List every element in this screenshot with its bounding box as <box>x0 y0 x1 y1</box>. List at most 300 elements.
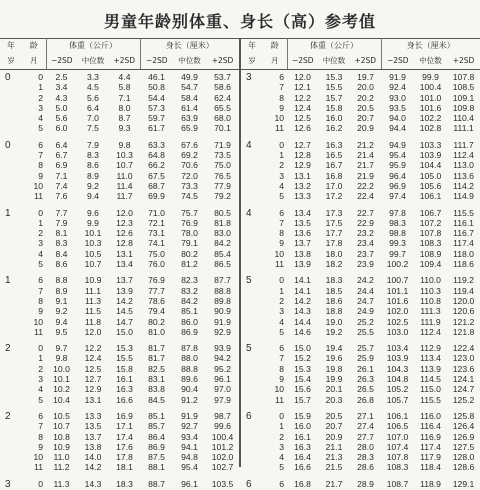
height-plus2sd-cell: 111.7 <box>453 139 474 150</box>
weight-median-cell: 8.6 <box>87 160 99 171</box>
weight-plus2sd-cell: 13.1 <box>116 248 133 259</box>
month-cell: 6 <box>279 343 284 354</box>
height-minus2sd-cell: 54.4 <box>148 92 165 103</box>
weight-median-cell: 13.5 <box>84 421 102 432</box>
weight-minus2sd-cell: 3.4 <box>55 82 68 93</box>
month-cell: 10 <box>274 248 284 259</box>
height-minus2sd-cell: 88.7 <box>148 479 165 490</box>
height-minus2sd-cell: 83.1 <box>148 374 165 385</box>
weight-median-cell: 16.5 <box>325 150 343 161</box>
height-minus2sd-cell: 81.0 <box>148 326 165 337</box>
table-row <box>0 150 239 160</box>
month-cell: 2 <box>279 295 284 306</box>
height-minus2sd-cell: 105.7 <box>386 394 409 405</box>
height-median-cell: 102.2 <box>419 113 442 124</box>
height-plus2sd-cell: 114.2 <box>453 180 474 191</box>
table-row <box>241 218 480 228</box>
weight-median-cell: 13.7 <box>84 431 102 442</box>
height-median-cell: 73.3 <box>181 180 198 191</box>
weight-minus2sd-cell: 15.6 <box>294 384 311 395</box>
table-row <box>0 286 239 296</box>
month-cell: 3 <box>279 306 284 317</box>
weight-median-cell: 12.4 <box>84 353 102 364</box>
height-plus2sd-cell: 102.7 <box>211 462 234 473</box>
height-plus2sd-cell: 75.0 <box>214 160 231 171</box>
weight-plus2sd-cell: 7.1 <box>118 92 131 103</box>
month-cell: 6 <box>38 139 43 150</box>
weight-plus2sd-cell: 10.3 <box>116 150 133 161</box>
weight-median-cell: 17.7 <box>325 228 343 239</box>
month-cell: 5 <box>38 394 43 405</box>
height-plus2sd-cell: 118.0 <box>453 248 474 259</box>
height-median-cell: 91.9 <box>181 410 198 421</box>
month-cell: 11 <box>34 191 43 202</box>
height-plus2sd-cell: 84.2 <box>214 238 231 249</box>
weight-plus2sd-header: +2SD <box>113 56 136 66</box>
height-median-cell: 114.5 <box>420 374 441 385</box>
month-cell: 0 <box>279 139 284 150</box>
height-median-cell: 116.0 <box>420 410 441 421</box>
table-row <box>0 421 239 431</box>
month-cell: 2 <box>38 92 43 103</box>
weight-median-cell: 7.0 <box>87 113 99 124</box>
height-minus2sd-cell: 106.5 <box>386 421 409 432</box>
height-minus2sd-cell: 94.9 <box>389 139 406 150</box>
table-row <box>0 275 239 285</box>
month-cell: 0 <box>38 479 43 490</box>
weight-plus2sd-cell: 22.4 <box>357 191 374 202</box>
height-median-cell: 94.1 <box>181 441 198 452</box>
weight-median-cell: 9.9 <box>87 217 99 228</box>
table-row <box>0 228 239 238</box>
weight-minus2sd-cell: 10.4 <box>53 394 70 405</box>
weight-plus2sd-cell: 24.2 <box>357 275 374 286</box>
height-median-cell: 54.7 <box>181 82 198 93</box>
height-median-cell: 91.2 <box>181 394 198 405</box>
height-minus2sd-cell: 72.1 <box>148 217 165 228</box>
weight-minus2sd-cell: 10.1 <box>53 374 70 385</box>
height-plus2sd-cell: 71.9 <box>214 139 231 150</box>
right-table-body <box>241 72 480 490</box>
weight-median-cell: 17.8 <box>325 238 343 249</box>
month-cell: 7 <box>279 217 284 228</box>
height-plus2sd-cell: 76.5 <box>214 170 231 181</box>
height-median-cell: 113.4 <box>420 353 441 364</box>
weight-minus2sd-cell: 13.3 <box>294 191 311 202</box>
table-row <box>241 140 480 150</box>
height-plus2sd-cell: 124.7 <box>452 384 475 395</box>
weight-median-header: 中位数 <box>81 56 105 66</box>
year-cell: 5 <box>246 343 252 355</box>
weight-median-cell: 12.9 <box>84 384 102 395</box>
weight-median-cell: 18.5 <box>325 285 343 296</box>
table-row <box>0 238 239 248</box>
month-cell: 8 <box>279 363 284 374</box>
weight-plus2sd-cell: 17.1 <box>116 421 133 432</box>
weight-median-cell: 15.7 <box>325 92 343 103</box>
weight-median-cell: 16.7 <box>325 160 343 171</box>
table-row <box>0 411 239 421</box>
month-cell: 5 <box>38 259 43 270</box>
weight-minus2sd-cell: 8.4 <box>55 248 68 259</box>
weight-median-cell: 10.5 <box>84 248 102 259</box>
table-row <box>241 384 480 394</box>
table-row <box>0 374 239 384</box>
weight-plus2sd-cell: 13.7 <box>116 275 133 286</box>
table-row <box>241 479 480 490</box>
table-row <box>241 286 480 296</box>
weight-median-cell: 13.3 <box>84 410 102 421</box>
weight-minus2sd-cell: 7.9 <box>55 217 68 228</box>
weight-median-cell: 21.5 <box>325 462 343 473</box>
height-plus2sd-cell: 116.1 <box>453 217 474 228</box>
weight-median-cell: 20.3 <box>325 394 343 405</box>
weight-plus2sd-cell: 14.5 <box>116 306 133 317</box>
height-minus2sd-cell: 69.9 <box>148 191 165 202</box>
weight-median-cell: 16.8 <box>325 170 343 181</box>
height-header: 身长（厘米） <box>140 38 239 54</box>
height-minus2sd-cell: 78.6 <box>148 295 165 306</box>
month-cell: 11 <box>275 394 284 405</box>
height-minus2sd-cell: 71.0 <box>148 207 165 218</box>
month-cell: 1 <box>279 285 284 296</box>
weight-plus2sd-cell: 17.6 <box>116 441 133 452</box>
month-cell: 8 <box>279 92 284 103</box>
height-minus2sd-cell: 107.0 <box>386 431 409 442</box>
weight-plus2sd-cell: 20.7 <box>357 113 374 124</box>
table-row <box>241 462 480 472</box>
weight-median-cell: 10.1 <box>84 228 102 239</box>
table-row <box>241 160 480 170</box>
table-row <box>0 123 239 133</box>
weight-plus2sd-cell: 27.7 <box>357 431 374 442</box>
weight-plus2sd-cell: 21.2 <box>357 139 374 150</box>
height-plus2sd-cell: 129.1 <box>452 479 475 490</box>
weight-minus2sd-cell: 10.8 <box>53 431 70 442</box>
height-plus2sd-cell: 99.6 <box>214 421 231 432</box>
table-row <box>0 462 239 472</box>
height-minus2sd-cell: 88.1 <box>148 462 165 473</box>
height-median-cell: 88.0 <box>181 353 198 364</box>
weight-minus2sd-cell: 12.7 <box>294 139 311 150</box>
weight-minus2sd-cell: 10.9 <box>53 441 70 452</box>
weight-minus2sd-cell: 15.7 <box>294 394 311 405</box>
weight-header: 体重（公斤） <box>46 38 140 54</box>
weight-minus2sd-cell: 11.0 <box>53 452 70 463</box>
height-median-cell: 104.4 <box>419 160 442 171</box>
table-row <box>0 103 239 113</box>
weight-minus2sd-cell: 15.9 <box>294 410 311 421</box>
height-median-cell: 108.9 <box>419 248 442 259</box>
weight-median-cell: 13.1 <box>84 394 102 405</box>
height-median-cell: 72.0 <box>181 170 198 181</box>
weight-plus2sd-cell: 25.9 <box>357 353 374 364</box>
weight-median-cell: 16.3 <box>325 139 343 150</box>
table-row <box>241 238 480 248</box>
height-minus2sd-cell: 87.5 <box>148 452 165 463</box>
month-cell: 2 <box>279 160 284 171</box>
height-minus2sd-cell: 103.9 <box>386 353 409 364</box>
month-cell: 10 <box>33 452 43 463</box>
height-minus2sd-cell: 99.7 <box>389 248 406 259</box>
height-plus2sd-cell: 93.9 <box>214 343 231 354</box>
weight-plus2sd-cell: 23.9 <box>357 259 374 270</box>
height-plus2sd-cell: 90.9 <box>214 306 231 317</box>
weight-plus2sd-cell: 26.3 <box>357 374 374 385</box>
height-median-cell: 49.9 <box>181 72 198 82</box>
weight-minus2sd-cell: 9.7 <box>55 343 68 354</box>
height-median-cell: 111.9 <box>420 316 441 327</box>
height-minus2sd-cell: 108.7 <box>386 479 409 490</box>
month-cell: 1 <box>38 217 43 228</box>
height-plus2sd-cell: 100.4 <box>211 431 234 442</box>
height-median-cell: 105.0 <box>419 170 442 181</box>
weight-plus2sd-cell: 22.9 <box>357 217 374 228</box>
table-row <box>241 150 480 160</box>
table-row <box>0 353 239 363</box>
height-median-cell: 115.0 <box>420 384 441 395</box>
weight-median-cell: 18.3 <box>325 275 343 286</box>
height-median-cell: 86.0 <box>181 316 198 327</box>
height-median-cell: 87.8 <box>181 343 198 354</box>
table-row <box>241 228 480 238</box>
weight-median-cell: 14.3 <box>84 479 102 490</box>
month-cell: 1 <box>279 150 284 161</box>
month-cell: 10 <box>274 384 284 395</box>
month-cell: 11 <box>34 462 43 473</box>
table-row <box>241 421 480 431</box>
height-plus2sd-cell: 121.8 <box>452 326 475 337</box>
height-median-cell: 65.9 <box>181 123 198 134</box>
weight-minus2sd-cell: 14.6 <box>294 326 311 337</box>
weight-minus2sd-cell: 7.6 <box>55 191 68 202</box>
weight-minus2sd-cell: 5.0 <box>55 102 68 113</box>
weight-median-cell: 12.0 <box>84 326 102 337</box>
height-median-cell: 92.7 <box>181 421 198 432</box>
height-minus2sd-cell: 103.4 <box>386 343 409 354</box>
table-row <box>0 93 239 103</box>
month-cell: 3 <box>38 374 43 385</box>
weight-median-cell: 11.1 <box>84 285 102 296</box>
table-row <box>0 479 239 490</box>
month-header: 龄 <box>29 40 38 50</box>
height-median-cell: 81.2 <box>181 259 198 270</box>
weight-minus2sd-cell: 16.8 <box>294 479 311 490</box>
height-minus2sd-cell: 103.0 <box>386 326 409 337</box>
weight-median-cell: 20.7 <box>325 421 343 432</box>
height-minus2sd-cell: 75.0 <box>148 248 165 259</box>
month-cell: 5 <box>279 191 284 202</box>
height-plus2sd-cell: 119.2 <box>453 275 474 286</box>
height-plus2sd-cell: 114.9 <box>453 191 474 202</box>
weight-plus2sd-cell: 22.7 <box>357 207 374 218</box>
weight-plus2sd-cell: 21.4 <box>357 150 374 161</box>
weight-header: 体重（公斤） <box>287 38 381 54</box>
weight-plus2sd-cell: 5.8 <box>118 82 131 93</box>
weight-plus2sd-cell: 23.2 <box>357 228 374 239</box>
table-row <box>0 208 239 218</box>
height-median-cell: 95.4 <box>181 462 198 473</box>
height-plus2sd-cell: 97.0 <box>214 384 231 395</box>
height-minus2sd-cell: 95.9 <box>389 160 406 171</box>
height-minus2sd-cell: 105.2 <box>386 384 409 395</box>
table-row <box>0 343 239 353</box>
height-median-cell: 61.4 <box>181 102 198 113</box>
month-cell: 9 <box>279 102 284 113</box>
height-plus2sd-cell: 65.5 <box>214 102 231 113</box>
height-plus2sd-cell: 115.5 <box>453 207 474 218</box>
weight-minus2sd-cell: 16.6 <box>294 462 311 473</box>
height-minus2sd-cell: 85.7 <box>148 421 165 432</box>
weight-plus2sd-cell: 16.1 <box>116 374 133 385</box>
weight-median-cell: 11.3 <box>84 295 102 306</box>
height-plus2sd-cell: 116.7 <box>453 228 474 239</box>
height-plus2sd-cell: 92.9 <box>214 326 231 337</box>
year-cell: 3 <box>246 72 252 83</box>
height-plus2sd-cell: 110.4 <box>453 113 474 124</box>
weight-minus2sd-cell: 16.0 <box>294 421 311 432</box>
weight-minus2sd-cell: 14.1 <box>294 275 311 286</box>
weight-plus2sd-cell: 11.0 <box>116 170 133 181</box>
table-row <box>241 452 480 462</box>
table-row <box>241 275 480 285</box>
height-median-cell: 116.4 <box>420 421 441 432</box>
weight-minus2sd-cell: 5.6 <box>55 113 68 124</box>
height-minus2sd-cell: 76.9 <box>148 275 165 286</box>
weight-plus2sd-cell: 24.7 <box>357 295 374 306</box>
height-minus2sd-cell: 81.7 <box>148 353 165 364</box>
table-row <box>0 72 239 82</box>
weight-plus2sd-cell: 13.4 <box>116 259 133 270</box>
height-plus2sd-cell: 112.4 <box>453 150 474 161</box>
weight-minus2sd-cell: 2.5 <box>55 72 68 82</box>
year-cell: 6 <box>246 478 252 490</box>
height-median-cell: 96.1 <box>181 479 198 490</box>
year-unit: 岁 <box>7 56 15 66</box>
month-cell: 10 <box>274 113 284 124</box>
weight-plus2sd-cell: 15.5 <box>116 353 133 364</box>
weight-plus2sd-cell: 18.1 <box>116 462 133 473</box>
height-plus2sd-cell: 94.2 <box>214 353 231 364</box>
left-table-body <box>0 72 239 490</box>
weight-minus2sd-cell: 13.1 <box>294 170 311 181</box>
height-minus2sd-cell: 108.3 <box>386 462 409 473</box>
height-plus2sd-cell: 70.1 <box>214 123 231 134</box>
height-median-cell: 83.2 <box>181 285 198 296</box>
right-reference-table <box>241 38 480 490</box>
height-plus2sd-cell: 121.2 <box>452 316 475 327</box>
height-median-cell: 99.9 <box>422 72 439 82</box>
height-plus2sd-cell: 87.7 <box>214 275 231 286</box>
weight-plus2sd-cell: 4.4 <box>118 72 131 82</box>
weight-minus2sd-cell: 13.9 <box>294 259 311 270</box>
weight-plus2sd-cell: 25.2 <box>357 316 374 327</box>
weight-plus2sd-cell: 27.4 <box>357 421 374 432</box>
weight-minus2sd-cell: 9.4 <box>55 316 68 327</box>
month-cell: 11 <box>275 259 284 270</box>
weight-median-cell: 15.3 <box>325 72 343 82</box>
weight-plus2sd-cell: 24.9 <box>357 306 374 317</box>
weight-median-cell: 19.9 <box>325 374 343 385</box>
weight-median-cell: 7.9 <box>87 139 99 150</box>
weight-minus2sd-cell: 8.3 <box>55 238 68 249</box>
height-minus2sd-cell: 57.3 <box>148 102 165 113</box>
year-cell: 2 <box>5 410 11 422</box>
weight-plus2sd-cell: 20.5 <box>357 102 374 113</box>
weight-minus2sd-cell: 14.3 <box>294 306 311 317</box>
height-minus2sd-cell: 80.2 <box>148 316 165 327</box>
weight-minus2sd-cell: 16.3 <box>294 441 311 452</box>
weight-median-cell: 6.4 <box>87 102 99 113</box>
weight-minus2sd-cell: 14.4 <box>294 316 311 327</box>
height-median-cell: 75.7 <box>181 207 198 218</box>
month-cell: 4 <box>279 452 284 463</box>
month-cell: 4 <box>279 180 284 191</box>
year-cell: 0 <box>5 72 11 83</box>
table-row <box>241 249 480 259</box>
month-cell: 2 <box>38 228 43 239</box>
weight-plus2sd-cell: 8.0 <box>118 102 131 113</box>
height-minus2sd-cell: 94.4 <box>389 123 406 134</box>
weight-minus2sd-cell: 8.6 <box>55 259 68 270</box>
height-minus2sd-cell: 93.0 <box>389 92 406 103</box>
table-row <box>0 249 239 259</box>
month-cell: 11 <box>34 326 43 337</box>
weight-minus2sd-cell: 12.1 <box>294 82 311 93</box>
month-cell: 9 <box>38 441 43 452</box>
weight-minus2sd-cell: 9.2 <box>55 306 68 317</box>
height-minus2sd-cell: 63.3 <box>148 139 165 150</box>
weight-median-cell: 18.6 <box>325 295 343 306</box>
height-plus2sd-cell: 111.1 <box>453 123 474 134</box>
month-cell: 0 <box>279 275 284 286</box>
weight-plus2sd-cell: 17.4 <box>116 431 133 442</box>
height-minus2sd-cell: 104.8 <box>386 374 409 385</box>
weight-plus2sd-cell: 9.3 <box>118 123 131 134</box>
weight-minus2sd-cell: 8.1 <box>55 228 68 239</box>
month-cell: 5 <box>38 123 43 134</box>
weight-median-cell: 10.3 <box>84 238 102 249</box>
height-plus2sd-cell: 109.8 <box>452 102 475 113</box>
table-row <box>241 432 480 442</box>
height-median-cell: 90.4 <box>181 384 198 395</box>
weight-minus2sd-cell: 16.4 <box>294 452 311 463</box>
height-minus2sd-cell: 82.5 <box>148 363 165 374</box>
table-row <box>241 317 480 327</box>
height-plus2sd-cell: 83.0 <box>214 228 231 239</box>
weight-median-header: 中位数 <box>322 56 346 66</box>
height-minus2sd-cell: 101.6 <box>386 295 409 306</box>
height-minus2sd-cell: 85.1 <box>148 410 165 421</box>
height-median-cell: 107.2 <box>419 217 442 228</box>
weight-plus2sd-cell: 11.7 <box>116 191 133 202</box>
height-minus2sd-cell: 86.4 <box>148 431 165 442</box>
table-row <box>241 208 480 218</box>
height-plus2sd-cell: 119.4 <box>453 285 474 296</box>
weight-plus2sd-cell: 18.3 <box>116 479 133 490</box>
weight-minus2sd-cell: 6.4 <box>55 139 68 150</box>
height-minus2sd-cell: 74.1 <box>148 238 165 249</box>
weight-plus2sd-cell: 10.7 <box>116 160 133 171</box>
table-row <box>0 82 239 92</box>
weight-median-cell: 15.8 <box>325 102 343 113</box>
height-minus2sd-cell: 97.4 <box>389 191 406 202</box>
month-cell: 10 <box>33 180 43 191</box>
weight-minus2sd-cell: 6.0 <box>55 123 68 134</box>
height-minus2sd-cell: 59.7 <box>148 113 165 124</box>
weight-median-cell: 19.8 <box>325 363 343 374</box>
height-minus2sd-cell: 97.8 <box>389 207 406 218</box>
